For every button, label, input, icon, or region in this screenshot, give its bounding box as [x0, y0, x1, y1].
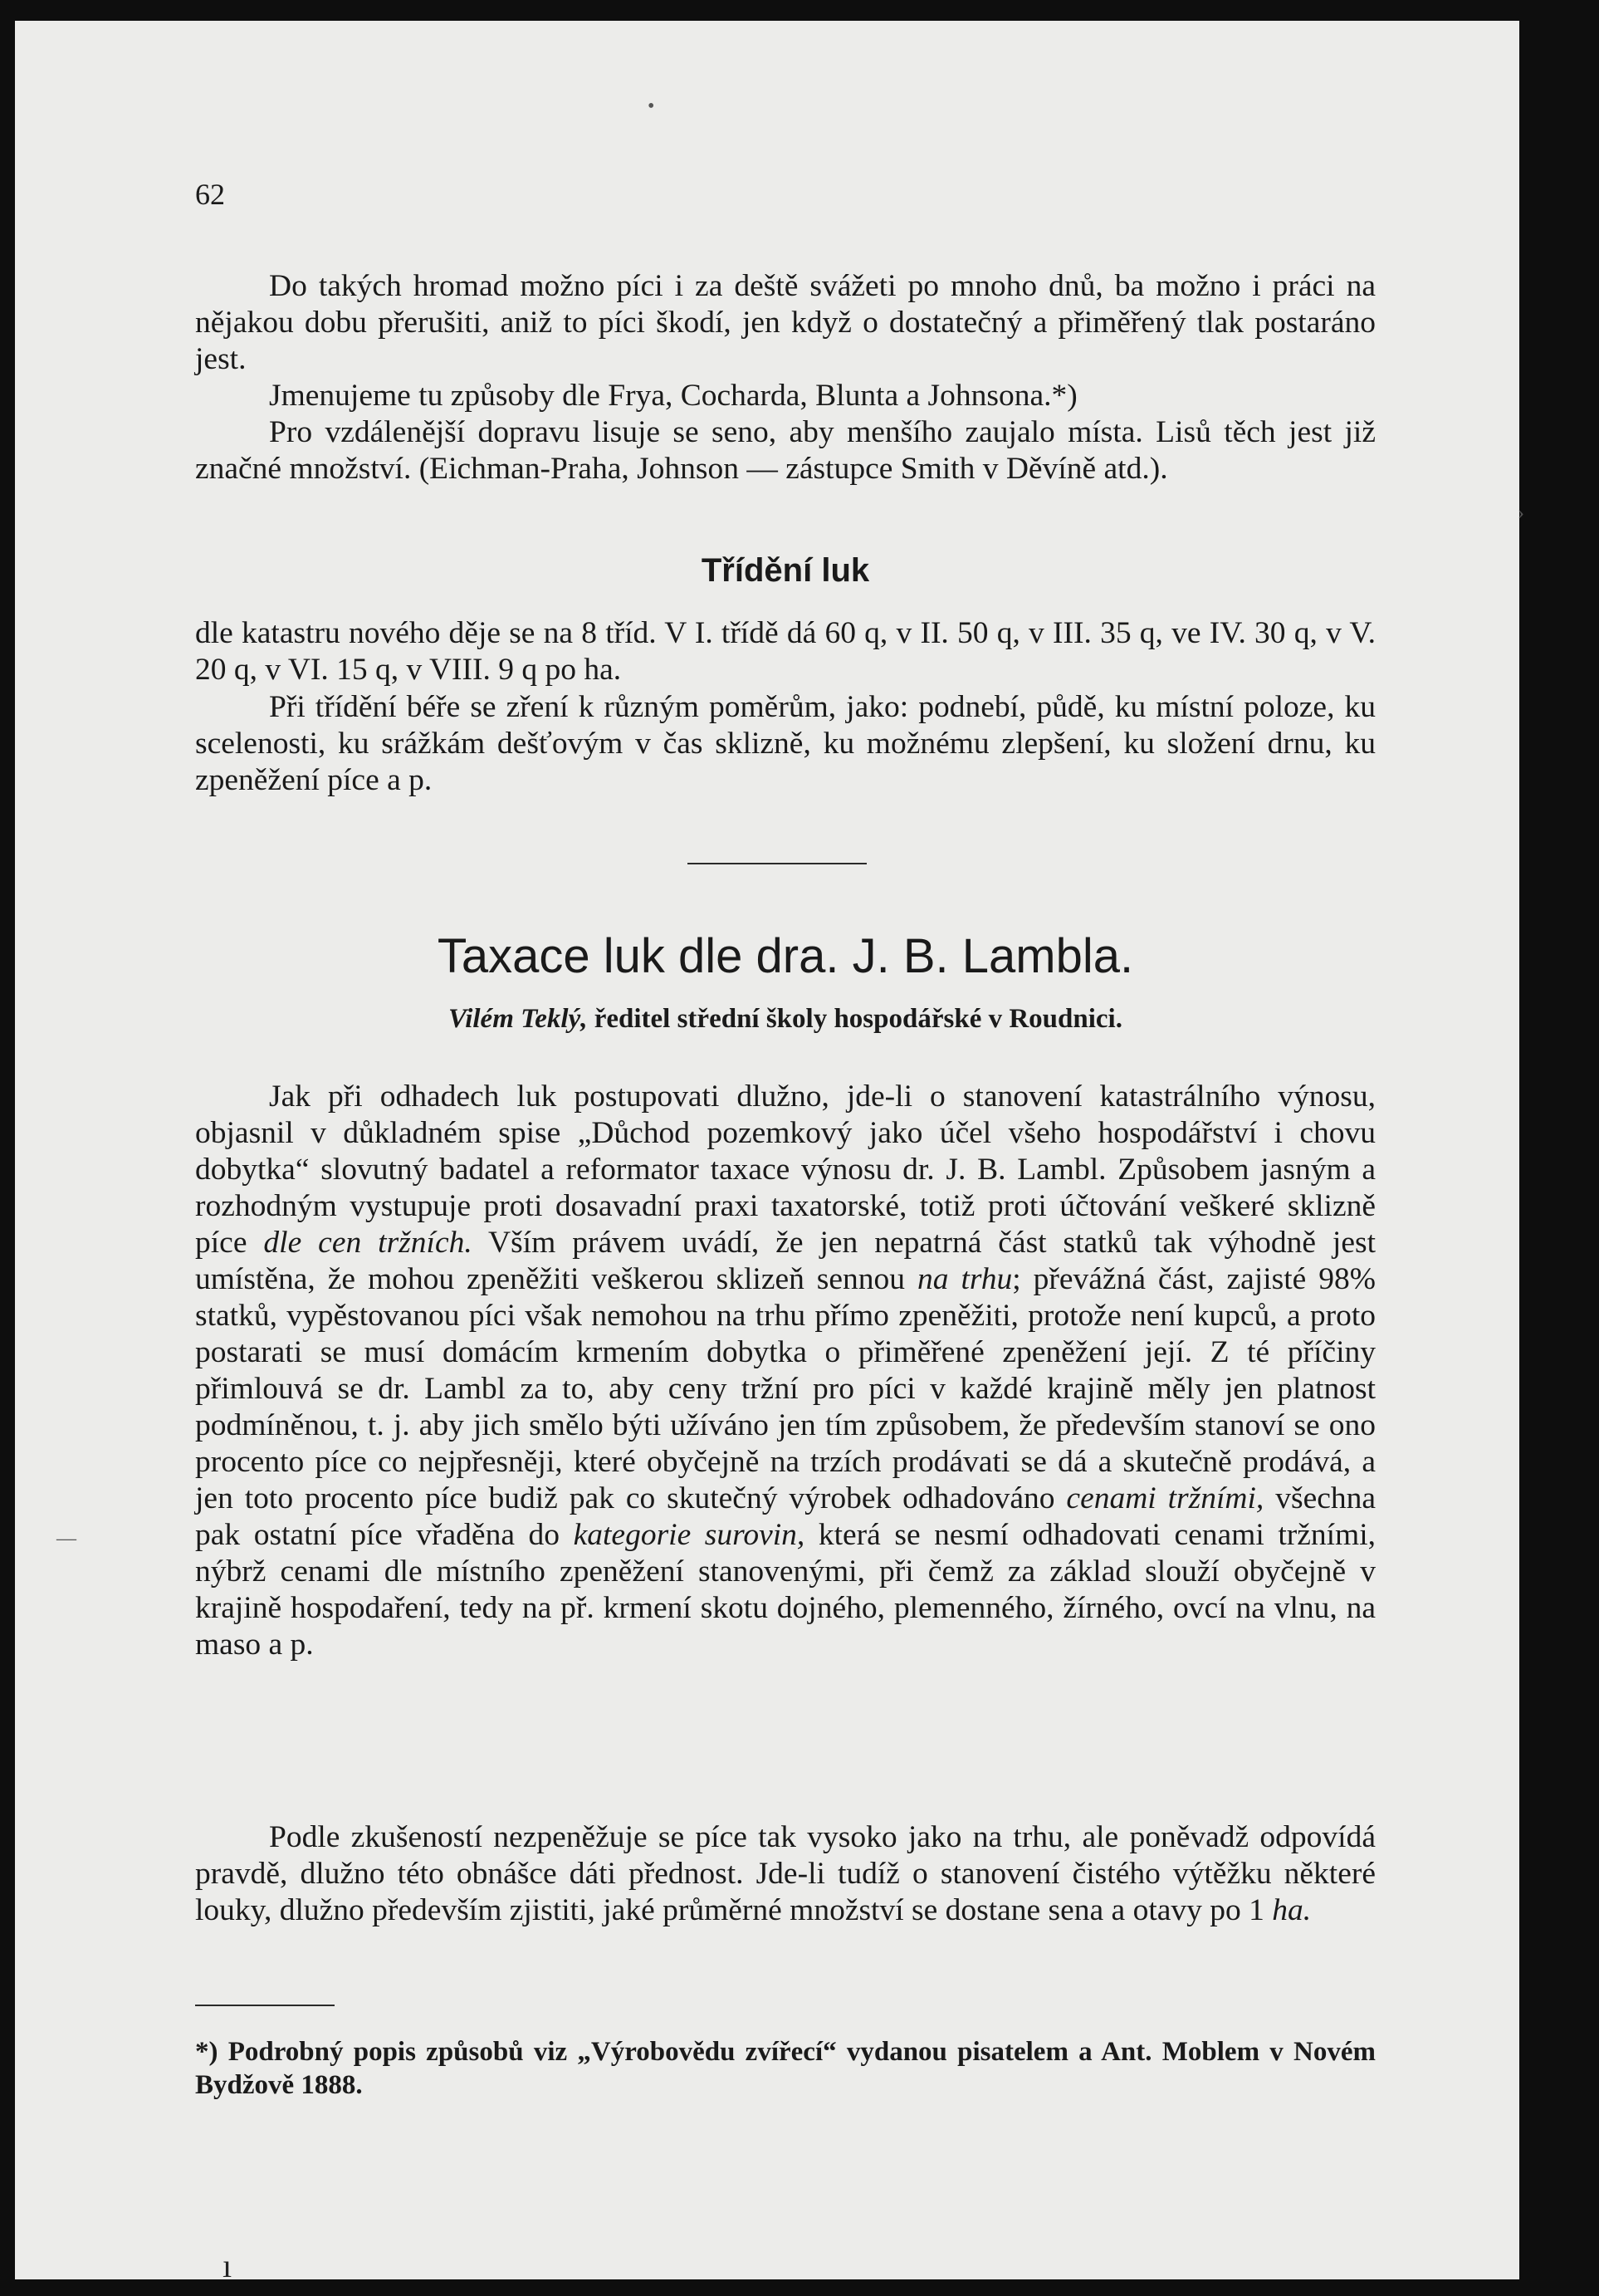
paragraph-closing [195, 1819, 1376, 1929]
paragraph-factors [195, 689, 1376, 799]
text-run: Vším právem uvádí, že jen nepatrná část statků tak výhodně jest umístěna, že mohou zpeněžiti veškerou sklizeň sennou [195, 1226, 1376, 1296]
text-run: ; převážná část, zajisté 98% statků, vypěstovanou píci však nemohou na trhu přímo zpeněžiti, protože není kupců, a proto postarati se musí domácím krmením dobytka o přiměřené zpeněžení její. Z té příčiny přimlouvá se dr. Lambl za to, aby ceny tržní pro píci v každé krajině měly jen platnost podmíněnou, t. j. aby jich smělo býti užíváno jen tím způsobem, že především stanoví se ono procento píce co nejpřesněji, které obyčejně na trzích prodávati se dá a skutečně prodává, a jen toto procento píce budiž pak co skutečný výrobek odhadováno [195, 1262, 1376, 1515]
paragraph-text [195, 1819, 1376, 1929]
emphasis: na trhu [917, 1262, 1013, 1296]
emphasis: cenami tržními, [1066, 1481, 1264, 1515]
author-role: ředitel střední školy hospodářské v Roudnici. [594, 1004, 1122, 1034]
section-divider [687, 863, 867, 864]
speck-mark: • [648, 95, 655, 117]
footnote-divider [195, 2005, 335, 2006]
page-number: 62 [195, 178, 225, 211]
paragraph-text: Pro vzdálenější dopravu lisuje se seno, aby menšího zaujalo místa. Lisů těch jest již značné množství. (Eichman-Praha, Johnson — zástupce Smith v Děvíně atd.). [195, 415, 1376, 486]
text-run: která se nesmí odhadovati cenami tržními, nýbrž cenami dle místního zpeněžení stanovenými, při čemž za základ slouží obyčejně v krajině hospodaření, tedy na př. krmení skotu dojného, plemenného, žírného, ovcí na vlnu, na maso a p. [195, 1518, 1377, 1662]
paragraph-haystacks [195, 268, 1376, 378]
emphasis: kategorie surovin, [573, 1518, 805, 1552]
paragraph-text: dle katastru nového děje se na 8 tříd. V I. třídě dá 60 q, v II. 50 q, v III. 35 q, ve IV. 30 q, v V. 20 q, v VI. 15 q, v VIII. 9 q po ha. [195, 616, 1376, 687]
emphasis: ha. [1272, 1893, 1312, 1927]
book-page [15, 21, 1524, 2284]
paragraph-pressing [195, 414, 1376, 487]
speck-mark: — [56, 1528, 76, 1549]
emphasis: dle cen tržních. [263, 1226, 472, 1260]
author-name: Vilém Teklý, [448, 1004, 588, 1034]
paragraph-methods [195, 378, 1376, 414]
text-run: Jak při odhadech luk postupovati dlužno, jde-li o stanovení katastrálního výnosu, objasnil v důkladném spise „Důchod pozemkový jako účel všeho hospodářství i chovu dobytka“ slovutný badatel a reformator taxace výnosu dr. J. B. Lambl. Způsobem jasným a rozhodným vystupuje proti dosavadní praxi taxatorské, totiž proti účtování veškeré sklizně píce [195, 1079, 1376, 1260]
article-byline [195, 1002, 1376, 1035]
footnote [195, 2035, 1376, 2102]
paragraph-text: Do takých hromad možno píci i za deště svážeti po mnoho dnů, ba možno i práci na nějakou dobu přerušiti, aniž to píci škodí, jen když o dostatečný a přiměřený tlak postaráno jest. [195, 269, 1376, 376]
article-title: Taxace luk dle dra. J. B. Lambla. [437, 929, 1134, 983]
paragraph-text [195, 1079, 1376, 1663]
paragraph-text: Při třídění béře se zření k různým poměrům, jako: podnebí, půdě, ku místní poloze, ku scelenosti, ku srážkám dešťovým v čas sklizně, ku možnému zlepšení, ku složení drnu, ku zpeněžení píce a p. [195, 690, 1376, 797]
paragraph-text: Jmenujeme tu způsoby dle Frya, Cocharda, Blunta a Johnsona.*) [269, 379, 1078, 413]
speck-mark: › [1518, 502, 1524, 524]
paragraph-main [195, 1079, 1376, 1663]
text-run: Podle zkušeností nezpeněžuje se píce tak vysoko jako na trhu, ale poněvadž odpovídá pravdě, dlužno této obnášce dáti přednost. Jde-li tudíž o stanovení čistého výtěžku některé louky, dlužno především zjistiti, jaké průměrné množství se dostane sena a otavy po 1 [195, 1820, 1376, 1927]
section-heading: Třídění luk [701, 552, 870, 589]
paragraph-classes [195, 615, 1376, 688]
speck-mark: ı [222, 2247, 232, 2284]
footnote-text: *) Podrobný popis způsobů viz „Výrobovědu zvířecí“ vydanou pisatelem a Ant. Moblem v Novém Bydžově 1888. [195, 2037, 1376, 2100]
text-run: všechna pak ostatní píce vřaděna do [195, 1481, 1377, 1552]
